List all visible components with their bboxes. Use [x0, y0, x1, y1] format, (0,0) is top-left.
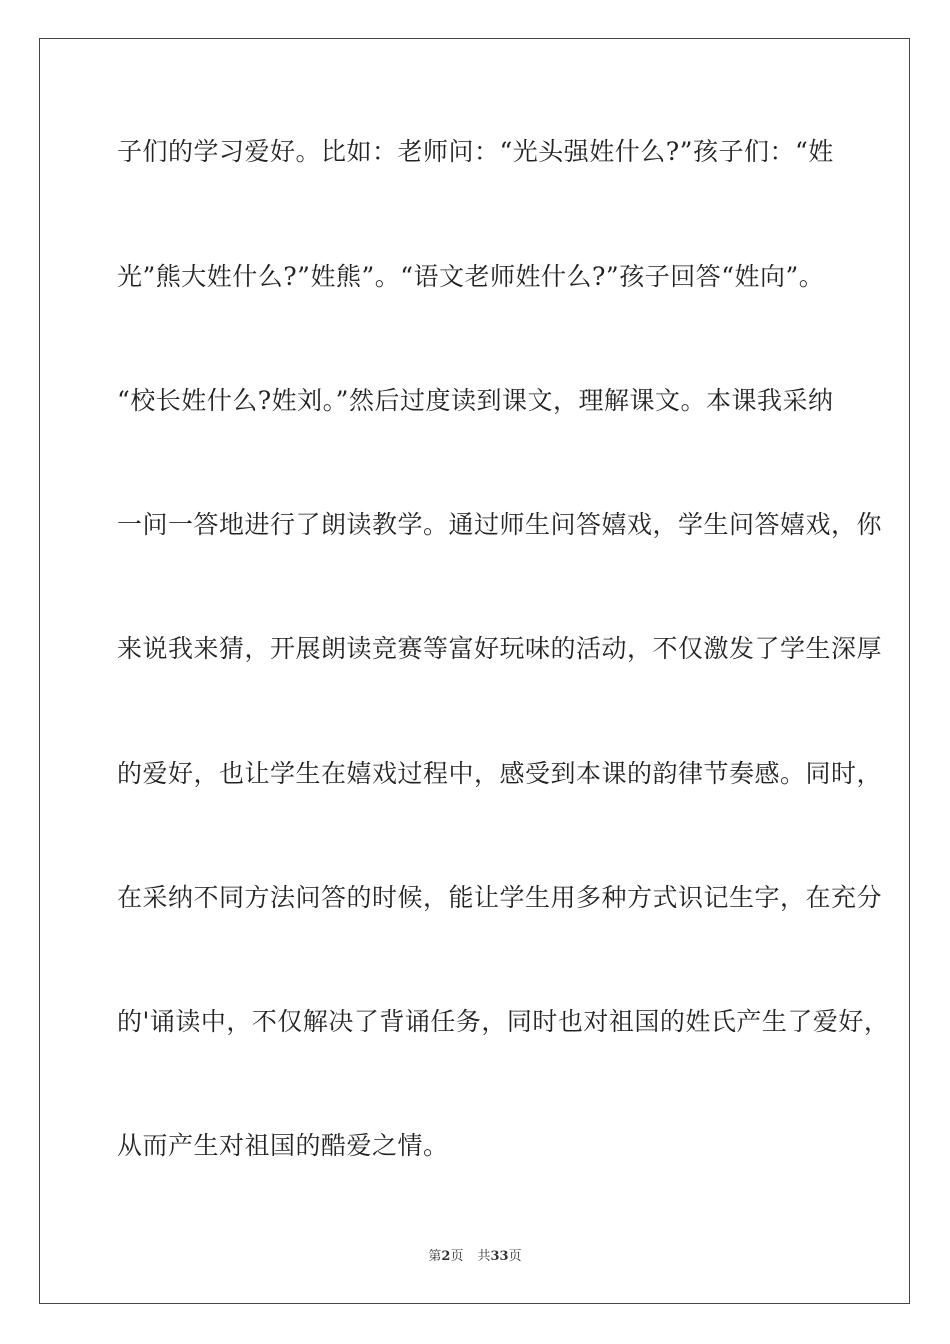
paragraph-line-1: 子们的学习爱好。比如：老师问：“光头强姓什么?”孩子们：“姓 — [117, 137, 834, 166]
footer-total-suffix: 页 — [508, 1249, 522, 1264]
paragraph-line-8: 的'诵读中，不仅解决了背诵任务，同时也对祖国的姓氏产生了爱好， — [117, 1007, 890, 1036]
paragraph-line-4: 一问一答地进行了朗读教学。通过师生问答嬉戏，学生问答嬉戏，你 — [117, 510, 883, 539]
page-border — [39, 38, 910, 1304]
footer-page-number: 2 — [441, 1249, 451, 1264]
paragraph-line-5: 来说我来猜，开展朗读竞赛等富好玩味的活动，不仅激发了学生深厚 — [117, 634, 883, 663]
paragraph-line-2: 光”熊大姓什么?”姓熊”。“语文老师姓什么?”孩子回答“姓向”。 — [117, 262, 825, 291]
footer-page-prefix: 第 — [428, 1249, 442, 1264]
paragraph-line-9: 从而产生对祖国的酷爱之情。 — [117, 1131, 449, 1160]
paragraph-line-3: “校长姓什么?姓刘。”然后过度读到课文，理解课文。本课我采纳 — [117, 386, 834, 415]
footer-page-suffix: 页 — [450, 1249, 464, 1264]
footer-total-pages: 33 — [490, 1249, 509, 1264]
paragraph-line-6: 的爱好，也让学生在嬉戏过程中，感受到本课的韵律节奏感。同时， — [117, 759, 883, 788]
paragraph-line-7: 在采纳不同方法问答的时候，能让学生用多种方式识记生字，在充分 — [117, 883, 883, 912]
page-footer — [0, 1249, 950, 1265]
footer-total-prefix: 共 — [477, 1249, 491, 1264]
